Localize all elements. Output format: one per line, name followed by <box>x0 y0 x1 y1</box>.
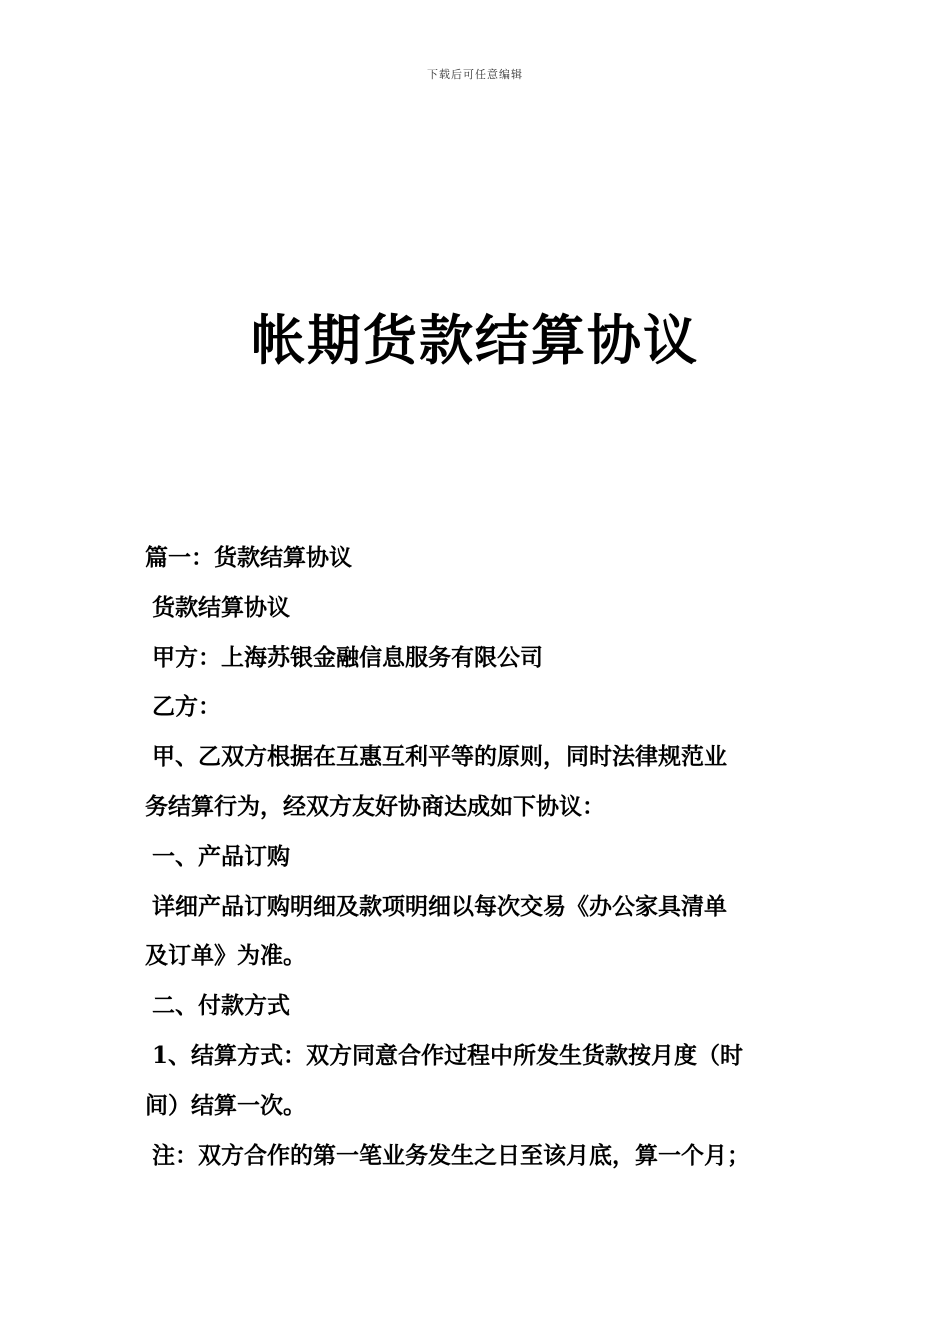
paragraph-ordering-line2: 及订单》为准。 <box>145 942 306 970</box>
paragraph-preamble-line2: 务结算行为，经双方友好协商达成如下协议： <box>145 792 605 820</box>
document-body <box>145 533 825 1180</box>
paragraph-preamble-line1: 甲、乙双方根据在互惠互利平等的原则，同时法律规范业 <box>152 743 727 771</box>
paragraph-heading-ordering: 一、产品订购 <box>152 842 290 870</box>
paragraph-settlement-line2: 间）结算一次。 <box>145 1091 306 1119</box>
paragraph-heading-payment: 二、付款方式 <box>152 992 290 1020</box>
paragraph-ordering-line1: 详细产品订购明细及款项明细以每次交易《办公家具清单 <box>152 892 727 920</box>
header-note: 下载后可任意编辑 <box>427 68 523 81</box>
paragraph-settlement-line1: 1、结算方式：双方同意合作过程中所发生货款按月度（时 <box>152 1041 744 1069</box>
paragraph-party-b: 乙方： <box>152 693 221 721</box>
paragraph-subtitle: 货款结算协议 <box>152 593 290 621</box>
document-title: 帐期货款结算协议 <box>251 308 699 372</box>
paragraph-party-a: 甲方：上海苏银金融信息服务有限公司 <box>152 643 543 671</box>
paragraph-section-heading: 篇一：货款结算协议 <box>145 544 352 571</box>
paragraph-note: 注：双方合作的第一笔业务发生之日至该月底，算一个月； <box>152 1141 750 1169</box>
